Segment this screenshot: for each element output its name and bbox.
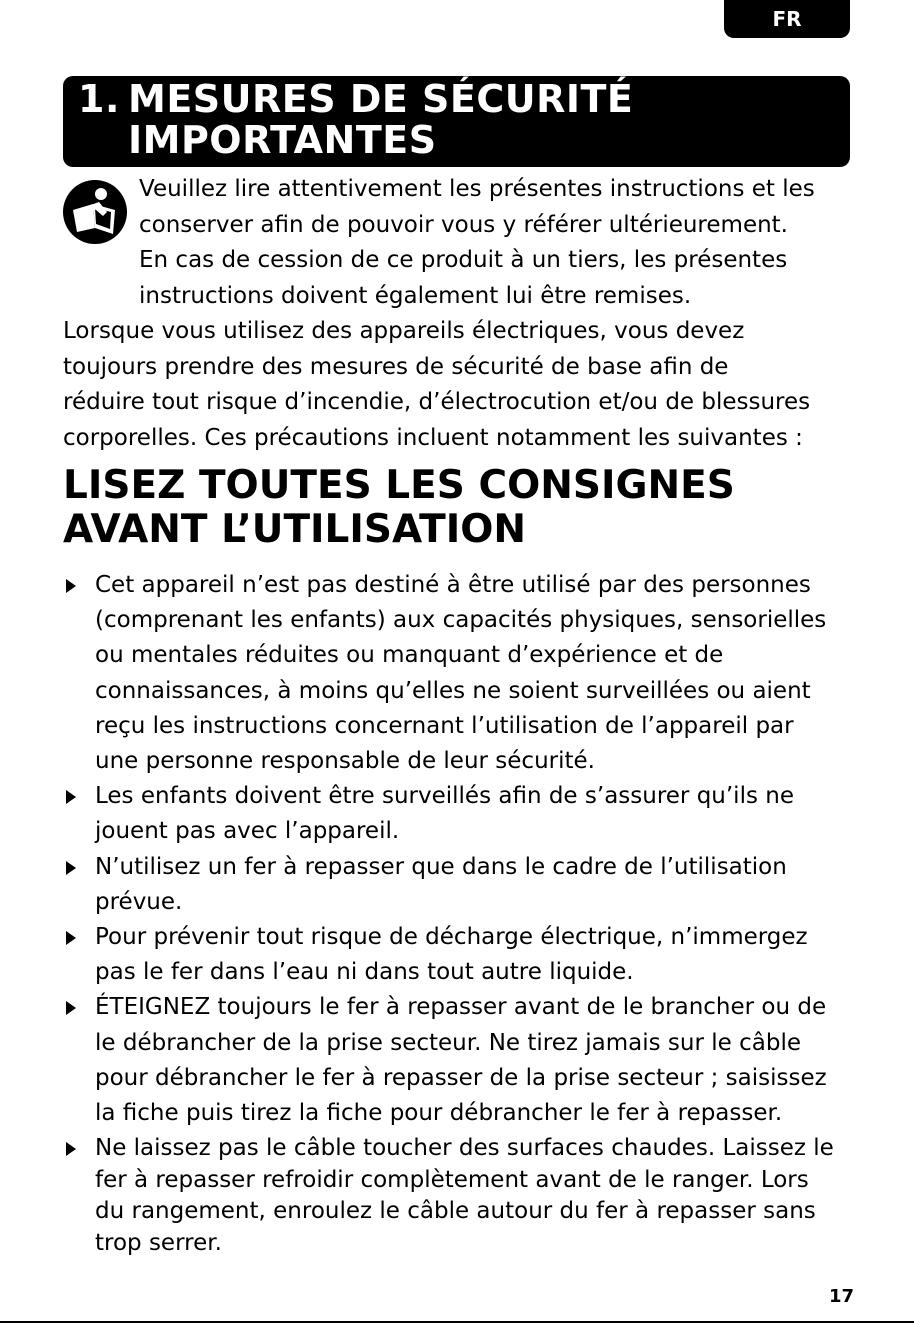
list-item-line: Ne laissez pas le câble toucher des surfaces chaudes. Laissez le: [95, 1135, 834, 1162]
bottom-divider: [0, 1321, 914, 1323]
section-title-line-2: IMPORTANTES: [128, 118, 437, 162]
list-item-line: ou mentales réduites ou manquant d’expérience et de: [95, 642, 724, 669]
list-item: [63, 920, 853, 990]
list-item-line: Pour prévenir tout risque de décharge électrique, n’immergez: [95, 924, 808, 951]
section-number: 1.: [78, 77, 120, 121]
list-item-line: connaissances, à moins qu’elles ne soient surveillées ou aient: [95, 677, 811, 704]
list-item: [63, 1133, 853, 1259]
list-item-line: Les enfants doivent être surveillés afin de s’assurer qu’ils ne: [95, 783, 794, 810]
list-item: [63, 568, 853, 779]
paragraph-line-2: toujours prendre des mesures de sécurité de base afin de: [63, 353, 729, 380]
section-title-line-1: MESURES DE SÉCURITÉ: [128, 77, 634, 121]
list-item-line: reçu les instructions concernant l’utilisation de l’appareil par: [95, 712, 794, 739]
list-item-line: une personne responsable de leur sécurité.: [95, 748, 595, 775]
language-badge: FR: [724, 0, 850, 38]
safety-list: [63, 568, 853, 1259]
list-item: [63, 850, 853, 920]
list-item-line: (comprenant les enfants) aux capacités physiques, sensorielles: [95, 607, 827, 634]
list-item-line: N’utilisez un fer à repasser que dans le cadre de l’utilisation: [95, 853, 787, 880]
heading-line-2: AVANT L’UTILISATION: [63, 507, 527, 552]
instructions-heading: [63, 464, 863, 552]
bullet-icon: [66, 861, 76, 875]
intro-line-2: conserver afin de pouvoir vous y référer ultérieurement.: [139, 211, 788, 238]
list-item-line: du rangement, enroulez le câble autour du fer à repasser sans: [95, 1198, 816, 1225]
list-item-line: la fiche puis tirez la fiche pour débrancher le fer à repasser.: [95, 1100, 783, 1127]
list-item-line: pas le fer dans l’eau ni dans tout autre liquide.: [95, 959, 634, 986]
list-item-line: prévue.: [95, 888, 183, 915]
paragraph-line-4: corporelles. Ces précautions incluent notamment les suivantes :: [63, 424, 803, 451]
intro-line-1: Veuillez lire attentivement les présentes instructions et les: [139, 176, 815, 202]
list-item: [63, 779, 853, 849]
bullet-icon: [66, 1142, 76, 1156]
bullet-icon: [66, 790, 76, 804]
bullet-icon: [66, 1001, 76, 1015]
paragraph-line-1: Lorsque vous utilisez des appareils électriques, vous devez: [63, 318, 745, 344]
page-number: 17: [828, 1286, 854, 1307]
paragraph-line-3: réduire tout risque d’incendie, d’électrocution et/ou de blessures: [63, 389, 811, 415]
bullet-icon: [66, 931, 76, 945]
list-item-line: jouent pas avec l’appareil.: [95, 818, 400, 845]
list-item: [63, 990, 853, 1131]
heading-line-1: LISEZ TOUTES LES CONSIGNES: [63, 463, 735, 508]
intro-line-4: instructions doivent également lui être remises.: [139, 282, 692, 309]
section-title: [78, 79, 633, 161]
list-item-line: Cet appareil n’est pas destiné à être utilisé par des personnes: [95, 572, 811, 598]
bullet-icon: [66, 579, 76, 593]
intro-paragraph: [63, 314, 853, 456]
list-item-line: le débrancher de la prise secteur. Ne tirez jamais sur le câble: [95, 1029, 801, 1056]
list-item-line: ÉTEIGNEZ toujours le fer à repasser avant de le brancher ou de: [95, 994, 827, 1021]
list-item-line: pour débrancher le fer à repasser de la prise secteur ; saisissez: [95, 1064, 827, 1091]
list-item-line: fer à repasser refroidir complètement avant de le ranger. Lors: [95, 1166, 809, 1193]
intro-line-3: En cas de cession de ce produit à un tiers, les présentes: [139, 247, 788, 273]
read-manual-icon: [63, 180, 127, 244]
intro-text: [139, 172, 859, 314]
list-item-line: trop serrer.: [95, 1229, 222, 1256]
